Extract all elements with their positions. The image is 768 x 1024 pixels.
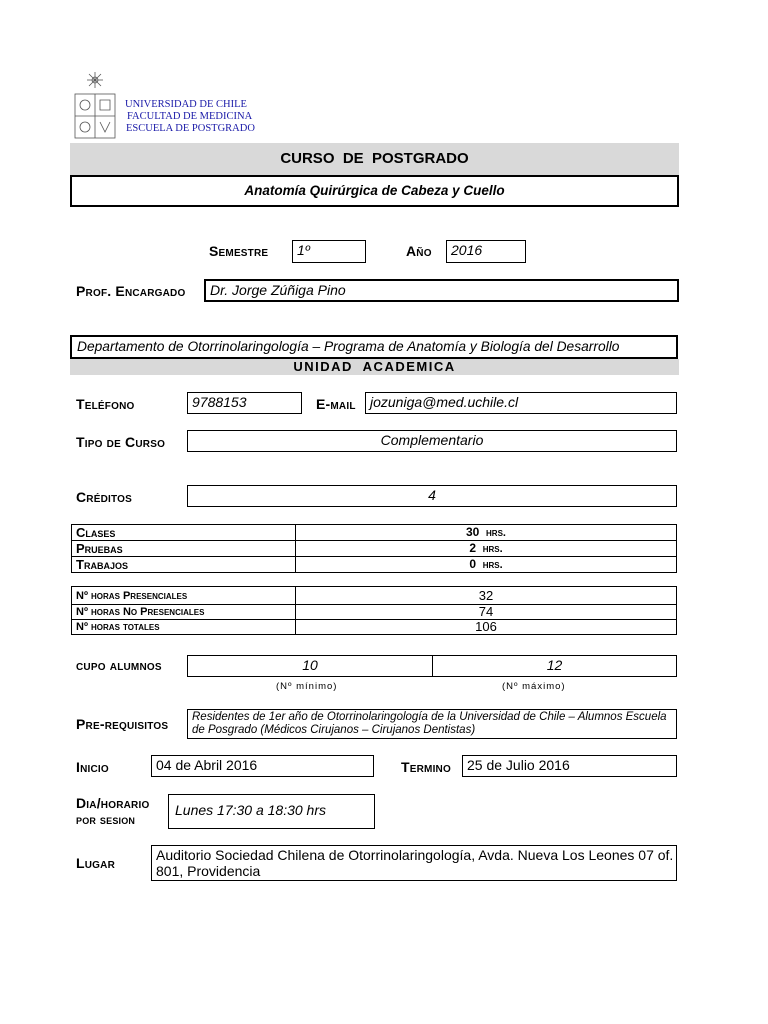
semester-value: 1º <box>297 242 310 258</box>
professor-label: Prof. Encargado <box>76 283 186 299</box>
schedule-value: Lunes 17:30 a 18:30 hrs <box>175 802 327 818</box>
hours-label: Pruebas <box>72 541 296 557</box>
credits-label: Créditos <box>76 489 132 505</box>
prerequisites-label: Pre-requisitos <box>76 716 169 732</box>
hours-cell <box>296 525 677 541</box>
hours-summary-table <box>71 586 677 635</box>
capacity-max-value: 12 <box>546 657 563 673</box>
year-value: 2016 <box>451 242 483 258</box>
capacity-min-caption: (Nº mínimo) <box>276 681 338 692</box>
professor-field[interactable] <box>204 279 679 302</box>
capacity-max-caption: (Nº máximo) <box>502 681 566 692</box>
start-field[interactable] <box>151 755 374 777</box>
credits-field[interactable] <box>187 485 677 507</box>
location-field[interactable] <box>151 845 677 881</box>
semester-field[interactable] <box>292 240 366 263</box>
hours-unit: hrs. <box>482 543 503 555</box>
summary-value: 74 <box>296 605 677 620</box>
hours-label: Clases <box>72 525 296 541</box>
university-line-3: ESCUELA DE POSTGRADO <box>126 123 255 134</box>
department-value: Departamento de Otorrinolaringología – Programa de Anatomía y Biología del Desarrollo <box>77 339 620 354</box>
summary-value: 32 <box>296 587 677 605</box>
capacity-max-field[interactable] <box>432 655 677 677</box>
course-type-label: Tipo de Curso <box>76 434 166 450</box>
hours-cell <box>296 557 677 573</box>
course-type-value: Complementario <box>380 432 484 448</box>
hours-cell <box>296 541 677 557</box>
capacity-min-value: 10 <box>302 657 318 673</box>
prerequisites-field[interactable] <box>187 709 677 739</box>
end-field[interactable] <box>462 755 677 777</box>
table-row <box>72 605 677 620</box>
summary-label: Nº horas Presenciales <box>72 587 296 605</box>
year-label: Año <box>406 243 432 259</box>
year-field[interactable] <box>446 240 526 263</box>
credits-value: 4 <box>428 487 436 503</box>
capacity-min-field[interactable] <box>187 655 433 677</box>
start-label: Inicio <box>76 759 109 775</box>
table-row <box>72 620 677 635</box>
schedule-label-1: Dia/horario <box>76 795 150 811</box>
hours-unit: hrs. <box>482 559 503 571</box>
hours-table <box>71 524 677 573</box>
summary-label: Nº horas totales <box>72 620 296 635</box>
university-line-1: UNIVERSIDAD DE CHILE <box>125 99 247 110</box>
course-type-field[interactable] <box>187 430 677 452</box>
table-row <box>72 587 677 605</box>
hours-unit: hrs. <box>486 527 506 539</box>
professor-value: Dr. Jorge Zúñiga Pino <box>210 282 346 298</box>
start-value: 04 de Abril 2016 <box>156 757 258 773</box>
email-value: jozuniga@med.uchile.cl <box>370 394 519 410</box>
university-crest-icon <box>72 70 118 144</box>
unit-label: UNIDAD ACADEMICA <box>293 359 456 374</box>
phone-field[interactable] <box>187 392 302 414</box>
phone-label: Teléfono <box>76 396 135 412</box>
table-row <box>72 541 677 557</box>
table-row <box>72 525 677 541</box>
course-name: Anatomía Quirúrgica de Cabeza y Cuello <box>244 183 505 198</box>
schedule-label-2: por sesion <box>76 812 136 827</box>
prerequisites-value: Residentes de 1er año de Otorrinolaringología de la Universidad de Chile – Alumnos Escuela de Posgrado (Médicos Cirujanos – Cirujanos Dentistas) <box>192 711 667 736</box>
summary-value: 106 <box>296 620 677 635</box>
semester-label: Semestre <box>209 243 269 259</box>
university-name <box>125 99 255 135</box>
department-field[interactable] <box>70 335 678 359</box>
end-label: Termino <box>401 759 451 775</box>
capacity-label: cupo alumnos <box>76 657 162 673</box>
summary-label: Nº horas No Presenciales <box>72 605 296 620</box>
hours-value: 30 <box>466 525 480 539</box>
course-header: CURSO DE POSTGRADO <box>280 150 469 167</box>
university-line-2: FACULTAD DE MEDICINA <box>127 111 253 122</box>
table-row <box>72 557 677 573</box>
location-label: Lugar <box>76 855 115 871</box>
schedule-field[interactable] <box>168 794 375 829</box>
hours-label: Trabajos <box>72 557 296 573</box>
location-value: Auditorio Sociedad Chilena de Otorrinolaringología, Avda. Nueva Los Leones 07 of. 801, Providencia <box>156 847 674 879</box>
email-field[interactable] <box>365 392 677 414</box>
end-value: 25 de Julio 2016 <box>467 757 570 773</box>
phone-value: 9788153 <box>192 394 247 410</box>
hours-value: 0 <box>469 557 477 571</box>
hours-value: 2 <box>469 541 477 555</box>
course-name-box <box>70 175 679 207</box>
email-label: E-mail <box>316 396 356 412</box>
